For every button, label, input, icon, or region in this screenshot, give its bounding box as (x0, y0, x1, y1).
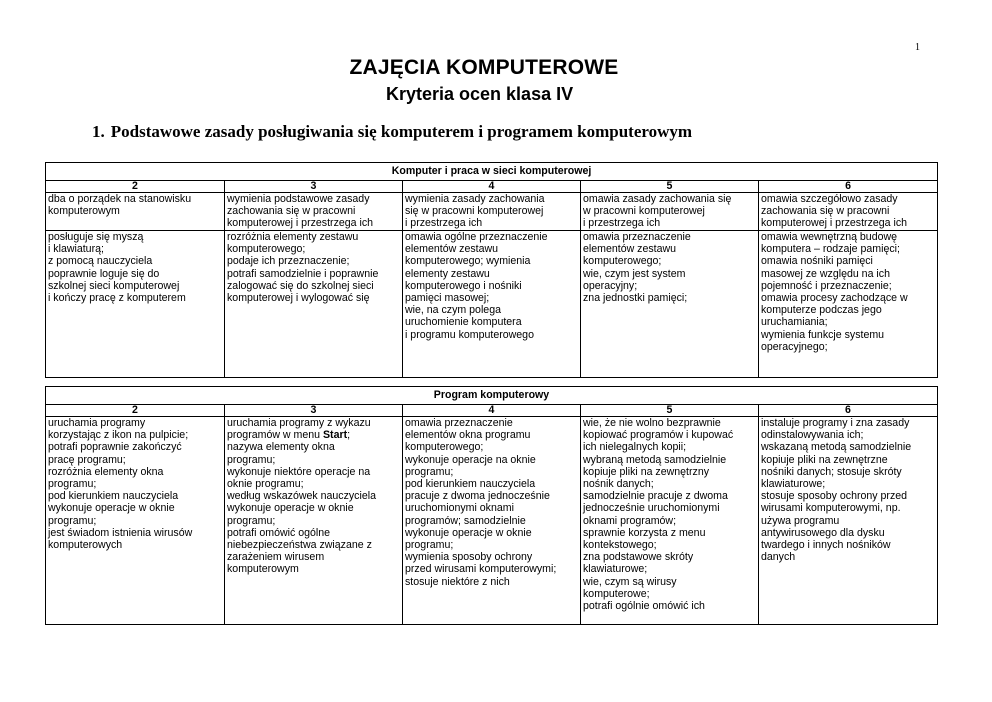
cell-line: programu; (405, 465, 454, 478)
document-subtitle: Kryteria ocen klasa IV (386, 84, 574, 104)
cell-line: stosuje niektóre z nich (405, 575, 510, 588)
cell-line: komputerowego i nośniki (405, 279, 522, 292)
cell-line: programu; (48, 478, 97, 491)
cell-line: potrafi poprawnie zakończyć (48, 441, 182, 454)
cell-line: elementy zestawu (405, 267, 490, 280)
cell-line: odinstalowywania ich; (761, 429, 864, 442)
cell-line: wybraną metodą samodzielnie (583, 453, 727, 466)
page-number: 1 (915, 42, 920, 53)
section-heading-text: Podstawowe zasady posługiwania się komputerem i programem komputerowym (110, 122, 693, 141)
cell-line: zachowania się w pracowni (761, 205, 890, 218)
cell-line: komputerowego; (405, 441, 484, 454)
table-caption-row (46, 163, 938, 181)
cell-line: elementów okna programu (405, 429, 531, 442)
cell-line: wykonuje operacje w oknie (405, 526, 532, 539)
grade-header-5: 5 (581, 181, 759, 193)
cell-line: komputerowego; (227, 243, 306, 256)
grade-header-6: 6 (759, 181, 938, 193)
cell-line: komputerowym (227, 563, 299, 576)
cell-line: i kończy pracę z komputerem (48, 292, 186, 305)
cell-line: zarażeniem wirusem (227, 551, 325, 564)
grade-header-row (46, 405, 938, 417)
table-row (46, 193, 938, 231)
cell-line: klawiaturowe; (583, 563, 648, 576)
cell-line: omawia przeznaczenie (583, 231, 691, 243)
cell-line: pracę programu; (48, 453, 126, 466)
criteria-table-program (45, 386, 938, 625)
cell-line: operacyjny; (583, 279, 638, 292)
grade-header-2: 2 (46, 405, 225, 417)
cell-line: ich nielegalnych kopii; (583, 441, 687, 454)
cell-line: uruchomionymi oknami (405, 502, 514, 515)
cell-line: wykonuje niektóre operacje na (227, 465, 371, 478)
cell-line: zalogować się do szkolnej sieci (227, 279, 374, 292)
cell-line: komputerowego; wymienia (405, 255, 531, 268)
cell-line: wie, że nie wolno bezprawnie (583, 417, 721, 429)
cell-line: i przestrzega ich (405, 217, 483, 230)
cell-line: niebezpieczeństwa związane z (227, 539, 372, 552)
cell-line: wymienia zasady zachowania (405, 193, 545, 205)
cell-lines-rest (227, 441, 400, 575)
cell-line: uruchamia programy (48, 417, 146, 429)
cell-line: szkolnej sieci komputerowej (48, 279, 180, 292)
cell-line: kopiuje pliki na zewnętrzne (761, 453, 888, 466)
criteria-cell (46, 231, 225, 378)
cell-line: kopiować programów i kupować (583, 429, 734, 442)
cell-line: kopiuje pliki na zewnętrzny (583, 465, 710, 478)
grade-header-2: 2 (46, 181, 225, 193)
criteria-cell (403, 417, 581, 625)
criteria-cell (403, 193, 581, 231)
grade-header-3: 3 (225, 405, 403, 417)
cell-line: omawia wewnętrzną budowę (761, 231, 898, 243)
cell-line: programu; (227, 514, 276, 527)
cell-line: komputerowych (48, 539, 123, 552)
grade-header-4: 4 (403, 181, 581, 193)
table-caption-row (46, 387, 938, 405)
cell-line: komputerze podczas jego (761, 304, 882, 317)
cell-line: wirusami komputerowymi, np. (761, 502, 901, 515)
cell-line: przed wirusami komputerowymi; (405, 563, 557, 576)
grade-header-3: 3 (225, 181, 403, 193)
cell-line: wykonuje operacje w oknie (227, 502, 354, 515)
cell-line: potrafi samodzielnie i poprawnie (227, 267, 379, 280)
cell-line: programu; (405, 539, 454, 552)
cell-line: komputerowym (48, 205, 120, 218)
grade-header-6: 6 (759, 405, 938, 417)
criteria-cell (225, 417, 403, 625)
cell-line: stosuje sposoby ochrony przed (761, 490, 908, 503)
start-menu-keyword: Start (322, 429, 348, 442)
cell-line: i klawiaturą; (48, 243, 104, 256)
cell-line: samodzielnie pracuje z dwoma (583, 490, 728, 503)
grade-header-4: 4 (403, 405, 581, 417)
grade-header-5: 5 (581, 405, 759, 417)
criteria-cell (759, 417, 938, 625)
cell-line: potrafi ogólnie omówić ich (583, 600, 705, 613)
cell-line: potrafi omówić ogólne (227, 526, 331, 539)
cell-line: twardego i innych nośników (761, 539, 891, 552)
criteria-cell (46, 193, 225, 231)
cell-line: programu; (48, 514, 97, 527)
cell-line: omawia nośniki pamięci (761, 255, 873, 268)
cell-line: wskazaną metodą samodzielnie (761, 441, 912, 454)
cell-line: komputerowe; (583, 587, 650, 600)
criteria-cell (225, 231, 403, 378)
cell-text: programów w menu (227, 429, 323, 442)
cell-line: danych (761, 551, 796, 564)
cell-line: elementów zestawu (405, 243, 499, 256)
cell-text: ; (347, 429, 351, 442)
cell-line: poprawnie loguje się do (48, 267, 160, 280)
cell-line: używa programu (761, 514, 840, 527)
criteria-cell (759, 231, 938, 378)
criteria-table-computer-network (45, 162, 938, 378)
cell-line: posługuje się myszą (48, 231, 144, 243)
cell-line: sprawnie korzysta z menu (583, 526, 706, 539)
cell-line: wie, czym są wirusy (583, 575, 677, 588)
cell-line: nazywa elementy okna (227, 441, 335, 454)
cell-line: omawia procesy zachodzące w (761, 292, 908, 305)
cell-line: wymienia podstawowe zasady (227, 193, 370, 205)
cell-line: operacyjnego; (761, 340, 828, 353)
cell-line: rozróżnia elementy okna (48, 465, 164, 478)
cell-line: wykonuje operacje w oknie (48, 502, 175, 515)
cell-line: jest świadom istnienia wirusów (48, 526, 193, 539)
cell-line: masowej ze względu na ich (761, 267, 890, 280)
cell-line: klawiaturowe; (761, 478, 826, 491)
document-title: ZAJĘCIA KOMPUTEROWE (349, 56, 619, 79)
cell-line: zna jednostki pamięci; (583, 292, 688, 305)
criteria-cell (759, 193, 938, 231)
cell-line: instaluje programy i zna zasady (761, 417, 910, 429)
criteria-cell (225, 193, 403, 231)
criteria-cell (581, 417, 759, 625)
section-number: 1. (92, 122, 105, 141)
cell-line: wykonuje operacje na oknie (405, 453, 536, 466)
cell-line: elementów zestawu (583, 243, 677, 256)
cell-line: nośnik danych; (583, 478, 654, 491)
cell-line: wymienia funkcje systemu (761, 328, 885, 341)
cell-line: w pracowni komputerowej (583, 205, 705, 218)
cell-line: oknie programu; (227, 478, 304, 491)
cell-line: wymienia sposoby ochrony (405, 551, 533, 564)
cell-line: omawia zasady zachowania się (583, 193, 732, 205)
cell-line: według wskazówek nauczyciela (227, 490, 376, 503)
cell-line: zna podstawowe skróty (583, 551, 694, 564)
cell-line: korzystając z ikon na pulpicie; (48, 429, 189, 442)
cell-line: i programu komputerowego (405, 328, 534, 341)
cell-line: komputerowego; (583, 255, 662, 268)
criteria-cell (403, 231, 581, 378)
table-row (46, 417, 938, 625)
cell-line: pod kierunkiem nauczyciela (48, 490, 179, 503)
cell-line: zachowania się w pracowni (227, 205, 356, 218)
table-caption: Komputer i praca w sieci komputerowej (46, 163, 938, 181)
table-row (46, 231, 938, 378)
cell-line: wie, na czym polega (405, 304, 501, 317)
cell-line: omawia ogólne przeznaczenie (405, 231, 548, 243)
cell-line: podaje ich przeznaczenie; (227, 255, 350, 268)
cell-line: oknami programów; (583, 514, 677, 527)
cell-line: komputerowej i przestrzega ich (227, 217, 374, 230)
cell-line: dba o porządek na stanowisku (48, 193, 192, 205)
cell-line: programów; samodzielnie (405, 514, 526, 527)
cell-line: komputerowej i wylogować się (227, 292, 370, 305)
cell-line: rozróżnia elementy zestawu (227, 231, 359, 243)
cell-line: jednocześnie uruchomionymi (583, 502, 720, 515)
cell-line: uruchamiania; (761, 316, 828, 329)
grade-header-row (46, 181, 938, 193)
cell-line: uruchamia programy z wykazu (227, 417, 371, 429)
cell-line: się w pracowni komputerowej (405, 205, 544, 218)
cell-line: pod kierunkiem nauczyciela (405, 478, 536, 491)
cell-line: pojemność i przeznaczenie; (761, 279, 892, 292)
cell-line: antywirusowego dla dysku (761, 526, 885, 539)
cell-line (227, 429, 400, 441)
cell-line: wie, czym jest system (583, 267, 686, 280)
cell-line: komputera – rodzaje pamięci; (761, 243, 900, 256)
cell-line: nośniki danych; stosuje skróty (761, 465, 902, 478)
cell-line: kontekstowego; (583, 539, 657, 552)
criteria-cell (46, 417, 225, 625)
cell-line: programu; (227, 453, 276, 466)
cell-line: komputerowej i przestrzega ich (761, 217, 908, 230)
criteria-cell (581, 193, 759, 231)
table-caption: Program komputerowy (46, 387, 938, 405)
cell-line: pamięci masowej; (405, 292, 490, 305)
cell-line: pracuje z dwoma jednocześnie (405, 490, 550, 503)
cell-line: uruchomienie komputera (405, 316, 522, 329)
section-heading (92, 122, 692, 142)
cell-line: omawia przeznaczenie (405, 417, 513, 429)
cell-line: z pomocą nauczyciela (48, 255, 153, 268)
criteria-cell (581, 231, 759, 378)
cell-line: i przestrzega ich (583, 217, 661, 230)
cell-line: omawia szczegółowo zasady (761, 193, 898, 205)
